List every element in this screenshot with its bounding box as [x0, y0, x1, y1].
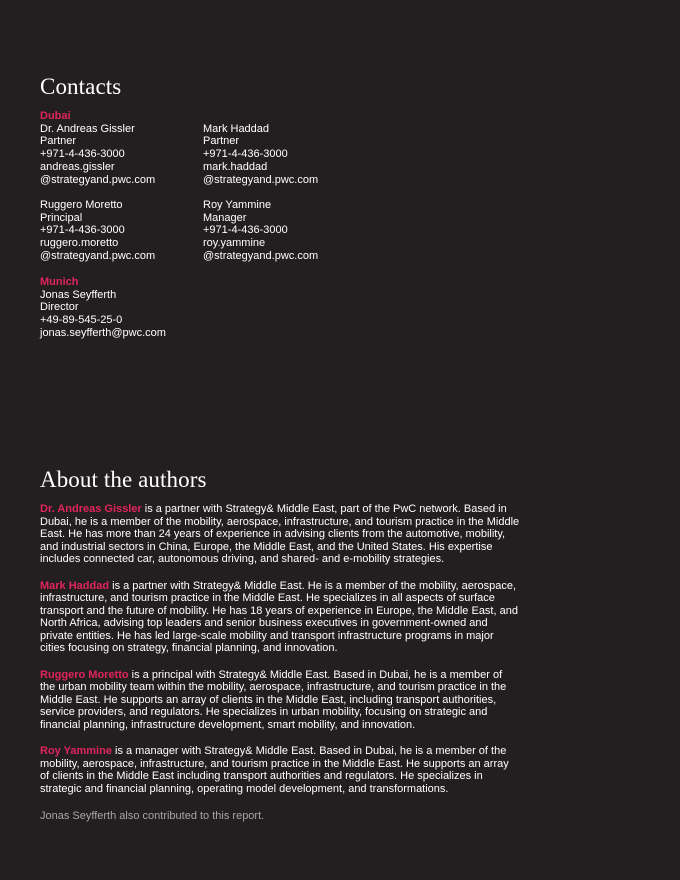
contact-column-left-dubai [40, 110, 210, 186]
contact-phone: +971-4-436-3000 [203, 148, 288, 161]
contact-phone: +971-4-436-3000 [40, 148, 125, 161]
contact-email-domain: @strategyand.pwc.com [203, 249, 319, 262]
contact-phone: +971-4-436-3000 [40, 224, 125, 237]
contact-name: Dr. Andreas Gissler [40, 122, 135, 135]
contact-title: Manager [203, 211, 247, 224]
contact-email-domain: @strategyand.pwc.com [40, 173, 156, 186]
contact-name: Roy Yammine [203, 199, 272, 211]
contact-column-right-dubai [203, 123, 373, 187]
contact-name: Mark Haddad [203, 122, 270, 135]
author-bio [40, 745, 520, 795]
contacts-heading: Contacts [40, 74, 122, 99]
contact-phone: +49-89-545-25-0 [40, 314, 123, 327]
contact-column-munich [40, 276, 210, 340]
contact-card [40, 123, 210, 187]
contact-title: Director [40, 301, 79, 314]
contact-email: mark.haddad [203, 160, 268, 173]
about-heading: About the authors [40, 467, 207, 492]
contact-card-ruggero [40, 199, 210, 263]
contact-email: jonas.seyfferth@pwc.com [40, 326, 166, 339]
author-bio-text: is a manager with Strategy& Middle East. Based in Dubai, he is a member of the mobility, aerospace, infrastructure, and tourism practice in the Middle East. He supports an array of clients in the Middle East including transport authorities and regulators. He specializes in strategic and financial planning, operating model development, and transformations. [40, 745, 509, 795]
author-name: Mark Haddad [40, 579, 110, 592]
contact-email-domain: @strategyand.pwc.com [203, 173, 319, 186]
contact-card [203, 123, 373, 187]
city-label-dubai: Dubai [40, 110, 71, 122]
contact-email: ruggero.moretto [40, 237, 119, 250]
contact-title: Principal [40, 211, 83, 224]
contributor-note: Jonas Seyfferth also contributed to this report. [40, 810, 265, 822]
author-bio [40, 503, 520, 566]
contact-email: andreas.gissler [40, 160, 115, 173]
contact-name: Jonas Seyfferth [40, 288, 117, 301]
contact-title: Partner [40, 135, 77, 148]
author-name: Ruggero Moretto [40, 668, 129, 681]
contact-phone: +971-4-436-3000 [203, 224, 288, 237]
contact-email: roy.yammine [203, 237, 266, 250]
contact-title: Partner [203, 135, 240, 148]
author-bio [40, 580, 520, 656]
author-bio-text: is a partner with Strategy& Middle East. He is a member of the mobility, aerospace, infrastructure, and tourism practice in the Middle East. He specializes in all aspects of surface transport and the future of mobility. He has 18 years of experience in Europe, the Middle East, and North Africa, advising top leaders and senior business executives in government-owned and private entities. He has led large-scale mobility and transport infrastructure programs in major cities focusing on strategy, financial planning, and innovation. [40, 579, 518, 655]
author-bio [40, 669, 520, 732]
contact-card-roy [203, 199, 373, 263]
city-label-munich: Munich [40, 276, 79, 288]
author-name: Dr. Andreas Gissler [40, 503, 142, 515]
author-name: Roy Yammine [40, 745, 112, 757]
contact-email-domain: @strategyand.pwc.com [40, 249, 156, 262]
contact-name: Ruggero Moretto [40, 199, 123, 211]
author-bio-text: is a principal with Strategy& Middle East. Based in Dubai, he is a member of the urban mobility team within the mobility, aerospace, infrastructure, and tourism practice in the Middle East. He supports an array of clients in the Middle East, including transport authorities, service providers, and regulators. He specializes in urban mobility, focusing on strategic and financial planning, infrastructure development, smart mobility, and innovation. [40, 668, 507, 731]
author-bio-text: is a partner with Strategy& Middle East, part of the PwC network. Based in Dubai, he is a member of the mobility, aerospace, infrastructure, and tourism practice in the Middle East. He has more than 24 years of experience in advising clients from the automotive, mobility, and industrial sectors in China, Europe, the Middle East, and the United States. His expertise includes connected car, autonomous driving, and shared- and e-mobility strategies. [40, 503, 520, 566]
